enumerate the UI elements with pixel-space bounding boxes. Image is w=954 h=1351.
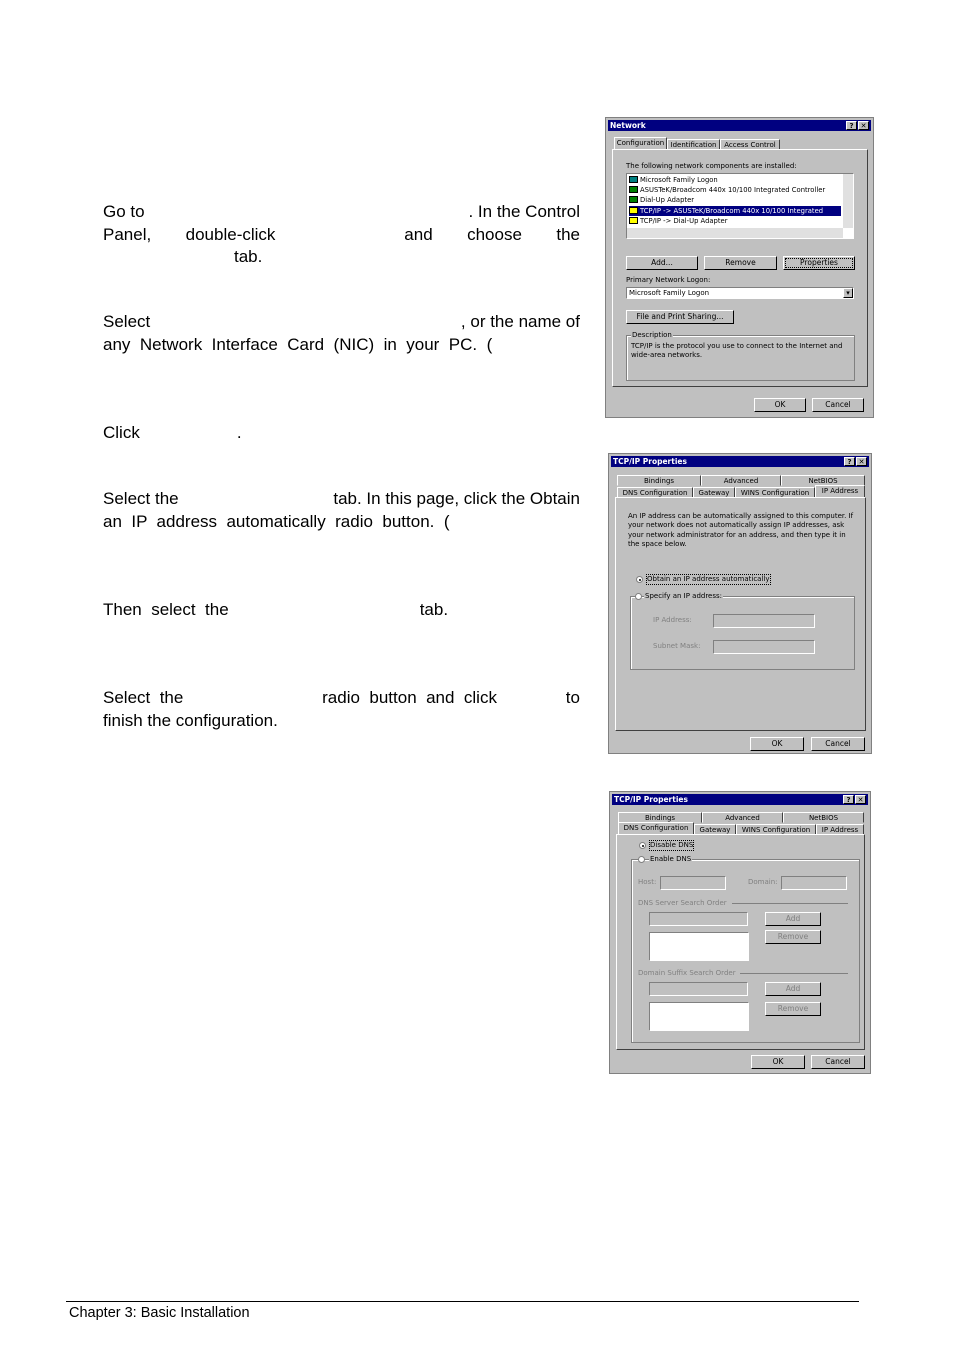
domain-field[interactable] xyxy=(781,876,847,890)
ip-address-field[interactable] xyxy=(713,614,815,628)
footer-chapter: Chapter 3: Basic Installation xyxy=(69,1305,250,1321)
tab-netbios[interactable]: NetBIOS xyxy=(781,475,865,486)
step-disable-dns xyxy=(103,687,580,732)
title-bar xyxy=(611,456,869,467)
host-label: Host: xyxy=(638,878,657,886)
dns-remove-button[interactable]: Remove xyxy=(765,930,821,944)
step-click-properties xyxy=(103,422,580,445)
step-text: tab. In this page, click the Obtain xyxy=(333,489,580,508)
description-label: Description xyxy=(632,331,672,339)
domain-suffix-field[interactable] xyxy=(649,982,748,996)
title-bar xyxy=(612,794,868,805)
protocol-icon xyxy=(629,207,638,214)
primary-logon-label: Primary Network Logon: xyxy=(626,276,711,284)
file-print-sharing-button[interactable]: File and Print Sharing... xyxy=(626,310,734,324)
adapter-icon xyxy=(629,186,638,193)
specify-ip-group xyxy=(630,592,855,670)
host-field[interactable] xyxy=(660,876,726,890)
obtain-ip-radio[interactable] xyxy=(636,576,643,583)
title-bar xyxy=(608,120,871,131)
dns-configuration-panel xyxy=(616,834,865,1050)
step-text: Then select the xyxy=(103,600,229,619)
divider xyxy=(740,973,848,974)
enable-dns-label[interactable]: Enable DNS xyxy=(650,855,692,863)
ip-address-label: IP Address: xyxy=(653,616,692,624)
enable-dns-group xyxy=(631,855,860,1043)
dns-server-field[interactable] xyxy=(649,912,748,926)
step-go-to-control-panel xyxy=(103,201,580,269)
cancel-button[interactable]: Cancel xyxy=(812,398,864,412)
obtain-ip-label[interactable]: Obtain an IP address automatically xyxy=(647,575,770,583)
step-select-ip-address-tab xyxy=(103,488,580,533)
add-button[interactable]: Add... xyxy=(626,256,698,270)
step-text: tab. xyxy=(419,600,449,619)
adapter-icon xyxy=(629,196,638,203)
subnet-mask-field[interactable] xyxy=(713,640,815,654)
tab-wins-configuration[interactable]: WINS Configuration xyxy=(735,487,815,498)
close-button[interactable]: ✕ xyxy=(855,795,866,804)
tab-access-control[interactable]: Access Control xyxy=(720,139,780,150)
step-text: finish the configuration. xyxy=(103,710,278,730)
tab-bindings[interactable]: Bindings xyxy=(617,475,701,486)
dialog-title: TCP/IP Properties xyxy=(613,457,687,466)
tab-bindings[interactable]: Bindings xyxy=(618,812,702,823)
divider xyxy=(732,903,848,904)
cancel-button[interactable]: Cancel xyxy=(811,737,865,751)
tab-netbios[interactable]: NetBIOS xyxy=(783,812,864,823)
tab-advanced[interactable]: Advanced xyxy=(701,475,781,486)
step-text: any Network Interface Card (NIC) in your PC. ( xyxy=(103,334,493,354)
disable-dns-label[interactable]: Disable DNS xyxy=(650,841,694,849)
step-text: tab. xyxy=(234,247,263,266)
step-text: Panel, xyxy=(103,224,152,244)
step-text: , or the name of xyxy=(460,312,580,331)
disable-dns-radio[interactable] xyxy=(639,842,646,849)
step-select-dns-tab xyxy=(103,599,580,622)
step-text: Select the xyxy=(103,688,184,707)
tab-dns-configuration[interactable]: DNS Configuration xyxy=(618,822,694,835)
step-text: . xyxy=(236,423,242,442)
tcpip-dns-dialog xyxy=(609,791,871,1074)
step-text: Go to xyxy=(103,202,145,221)
protocol-icon xyxy=(629,217,638,224)
remove-button[interactable]: Remove xyxy=(704,256,777,270)
dialog-title: TCP/IP Properties xyxy=(614,795,688,804)
tab-ip-address[interactable]: IP Address xyxy=(816,824,864,835)
close-button[interactable]: ✕ xyxy=(856,457,867,466)
step-text: choose xyxy=(467,224,522,244)
components-list[interactable] xyxy=(626,173,854,239)
footer-rule xyxy=(66,1301,859,1302)
components-label: The following network components are installed: xyxy=(626,162,797,170)
properties-button[interactable]: Properties xyxy=(783,256,855,270)
tab-identification[interactable]: Identification xyxy=(667,139,720,150)
configuration-panel xyxy=(612,149,868,387)
list-item[interactable]: Dial-Up Adapter xyxy=(629,195,694,205)
subnet-mask-label: Subnet Mask: xyxy=(653,642,701,650)
cancel-button[interactable]: Cancel xyxy=(811,1055,865,1069)
tcpip-ip-dialog xyxy=(608,453,872,754)
ip-address-panel xyxy=(615,497,866,731)
specify-ip-radio[interactable] xyxy=(635,593,642,600)
primary-logon-select[interactable]: Microsoft Family Logon ▾ xyxy=(626,287,854,299)
tab-gateway[interactable]: Gateway xyxy=(694,824,736,835)
tab-dns-configuration[interactable]: DNS Configuration xyxy=(617,487,693,498)
step-text: and xyxy=(404,224,433,244)
dns-search-order-label: DNS Server Search Order xyxy=(638,899,727,907)
tab-advanced[interactable]: Advanced xyxy=(702,812,783,823)
list-item[interactable]: Microsoft Family Logon xyxy=(629,175,718,185)
dns-add-button[interactable]: Add xyxy=(765,912,821,926)
close-button[interactable]: ✕ xyxy=(858,121,869,130)
specify-ip-label[interactable]: Specify an IP address: xyxy=(645,592,723,600)
step-text: Select the xyxy=(103,489,179,508)
step-select-tcpip xyxy=(103,311,580,356)
suffix-remove-button[interactable]: Remove xyxy=(765,1002,821,1016)
description-text: TCP/IP is the protocol you use to connect to the Internet and wide-area networks. xyxy=(631,342,843,359)
suffix-search-order-label: Domain Suffix Search Order xyxy=(638,969,736,977)
step-text: an IP address automatically radio button. ( xyxy=(103,511,450,531)
enable-dns-radio[interactable] xyxy=(638,856,645,863)
tab-ip-address[interactable]: IP Address xyxy=(815,485,865,498)
suffix-add-button[interactable]: Add xyxy=(765,982,821,996)
step-text: Click xyxy=(103,423,140,442)
chevron-down-icon[interactable]: ▾ xyxy=(843,288,853,298)
tab-configuration[interactable]: Configuration xyxy=(614,137,667,150)
list-item-selected[interactable]: TCP/IP -> ASUSTeK/Broadcom 440x 10/100 Integrated xyxy=(629,206,841,216)
step-text: double-click xyxy=(185,224,276,244)
help-button[interactable]: ? xyxy=(844,457,855,466)
ip-intro-text: An IP address can be automatically assigned to this computer. If your network does not automatically assign IP addresses, ask your network administrator for an address, and then type it in the space below. xyxy=(628,512,854,548)
step-text: . In the Control xyxy=(468,202,580,221)
domain-suffix-list[interactable] xyxy=(649,1002,749,1031)
step-text: to xyxy=(565,688,580,707)
description-group xyxy=(626,331,855,381)
network-dialog xyxy=(605,117,874,418)
horizontal-scrollbar[interactable] xyxy=(627,228,843,238)
step-text: radio button and click xyxy=(322,688,497,707)
ok-button[interactable]: OK xyxy=(754,398,806,412)
tab-gateway[interactable]: Gateway xyxy=(693,487,735,498)
ok-button[interactable]: OK xyxy=(751,1055,805,1069)
step-text: the xyxy=(556,224,580,244)
vertical-scrollbar[interactable] xyxy=(843,174,853,228)
list-item[interactable]: TCP/IP -> Dial-Up Adapter xyxy=(629,216,728,226)
help-button[interactable]: ? xyxy=(843,795,854,804)
help-button[interactable]: ? xyxy=(846,121,857,130)
domain-label: Domain: xyxy=(748,878,778,886)
tab-wins-configuration[interactable]: WINS Configuration xyxy=(736,824,816,835)
step-text: Select xyxy=(103,312,151,331)
dns-server-list[interactable] xyxy=(649,932,749,961)
dialog-title: Network xyxy=(610,121,646,130)
list-item[interactable]: ASUSTeK/Broadcom 440x 10/100 Integrated Controller xyxy=(629,185,825,195)
network-client-icon xyxy=(629,176,638,183)
ok-button[interactable]: OK xyxy=(750,737,804,751)
